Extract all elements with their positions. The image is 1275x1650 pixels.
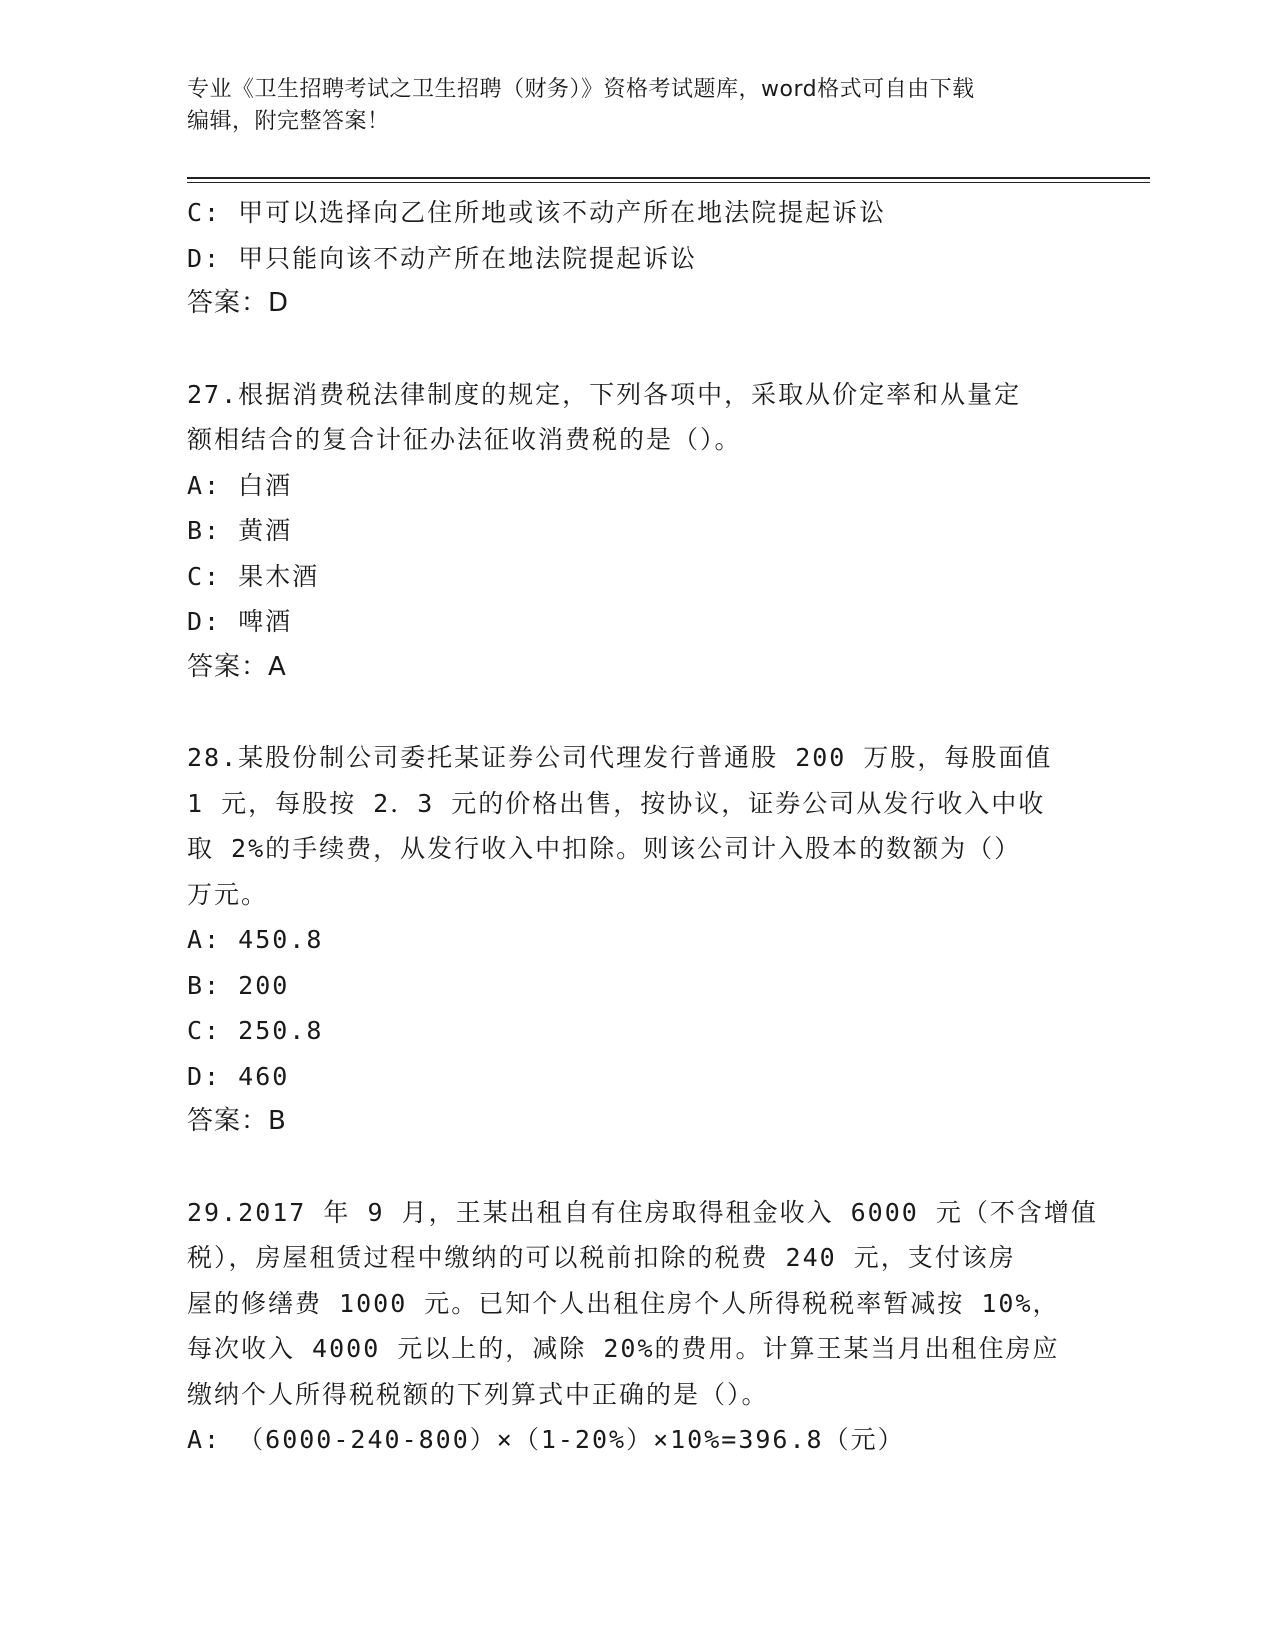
option-line: A: （6000-240-800）×（1-20%）×10%=396.8（元） bbox=[187, 1425, 905, 1454]
block-gap bbox=[187, 690, 1067, 735]
option-line: C: 果木酒 bbox=[187, 561, 320, 591]
question-line: 屋的修缮费 1000 元。已知个人出租住房个人所得税税率暂减按 10%， bbox=[187, 1288, 1060, 1318]
question-text bbox=[187, 372, 1067, 463]
option-line: D: 甲只能向该不动产所在地法院提起诉讼 bbox=[187, 243, 698, 273]
question-line: 取 2%的手续费，从发行收入中扣除。则该公司计入股本的数额为（） bbox=[187, 834, 1022, 863]
option-line: B: 200 bbox=[187, 970, 290, 1000]
question-line: 28.某股份制公司委托某证券公司代理发行普通股 200 万股，每股面值 bbox=[187, 743, 1053, 772]
option-line: B: 黄酒 bbox=[187, 516, 293, 545]
document-header: 专业《卫生招聘考试之卫生招聘（财务）》资格考试题库，word格式可自由下载 编辑，附完整答案！ bbox=[187, 77, 975, 134]
answer-line: 答案：B bbox=[187, 1106, 287, 1136]
option-line: D: 啤酒 bbox=[187, 607, 293, 636]
block-gap bbox=[187, 327, 1067, 372]
option-line: A: 450.8 bbox=[187, 925, 324, 954]
question-line: 1 元，每股按 2．3 元的价格出售，按协议，证券公司从发行收入中收 bbox=[187, 788, 1046, 818]
question-list bbox=[187, 190, 1098, 1463]
block-gap bbox=[187, 1145, 1067, 1190]
option-line: D: 460 bbox=[187, 1061, 290, 1091]
question-text bbox=[187, 735, 1067, 917]
question-line: 税），房屋租赁过程中缴纳的可以税前扣除的税费 240 元，支付该房 bbox=[187, 1243, 1016, 1272]
answer-line: 答案：D bbox=[187, 288, 290, 318]
question-line: 万元。 bbox=[187, 879, 269, 909]
question-line: 每次收入 4000 元以上的，减除 20%的费用。计算王某当月出租住房应 bbox=[187, 1334, 1060, 1363]
question-line: 27.根据消费税法律制度的规定，下列各项中，采取从价定率和从量定 bbox=[187, 379, 1022, 409]
question-line: 缴纳个人所得税税额的下列算式中正确的是（）。 bbox=[187, 1379, 769, 1409]
header-rule-thin bbox=[187, 182, 1150, 183]
header-rule-thick bbox=[187, 177, 1150, 179]
question-line: 29.2017 年 9 月，王某出租自有住房取得租金收入 6000 元（不含增值 bbox=[187, 1197, 1098, 1227]
option-line: A: 白酒 bbox=[187, 470, 293, 500]
option-line: C: 甲可以选择向乙住所地或该不动产所在地法院提起诉讼 bbox=[187, 198, 887, 227]
question-line: 额相结合的复合计征办法征收消费税的是（）。 bbox=[187, 425, 742, 454]
answer-line: 答案：A bbox=[187, 651, 287, 682]
question-text bbox=[187, 1190, 1098, 1418]
option-line: C: 250.8 bbox=[187, 1016, 324, 1045]
